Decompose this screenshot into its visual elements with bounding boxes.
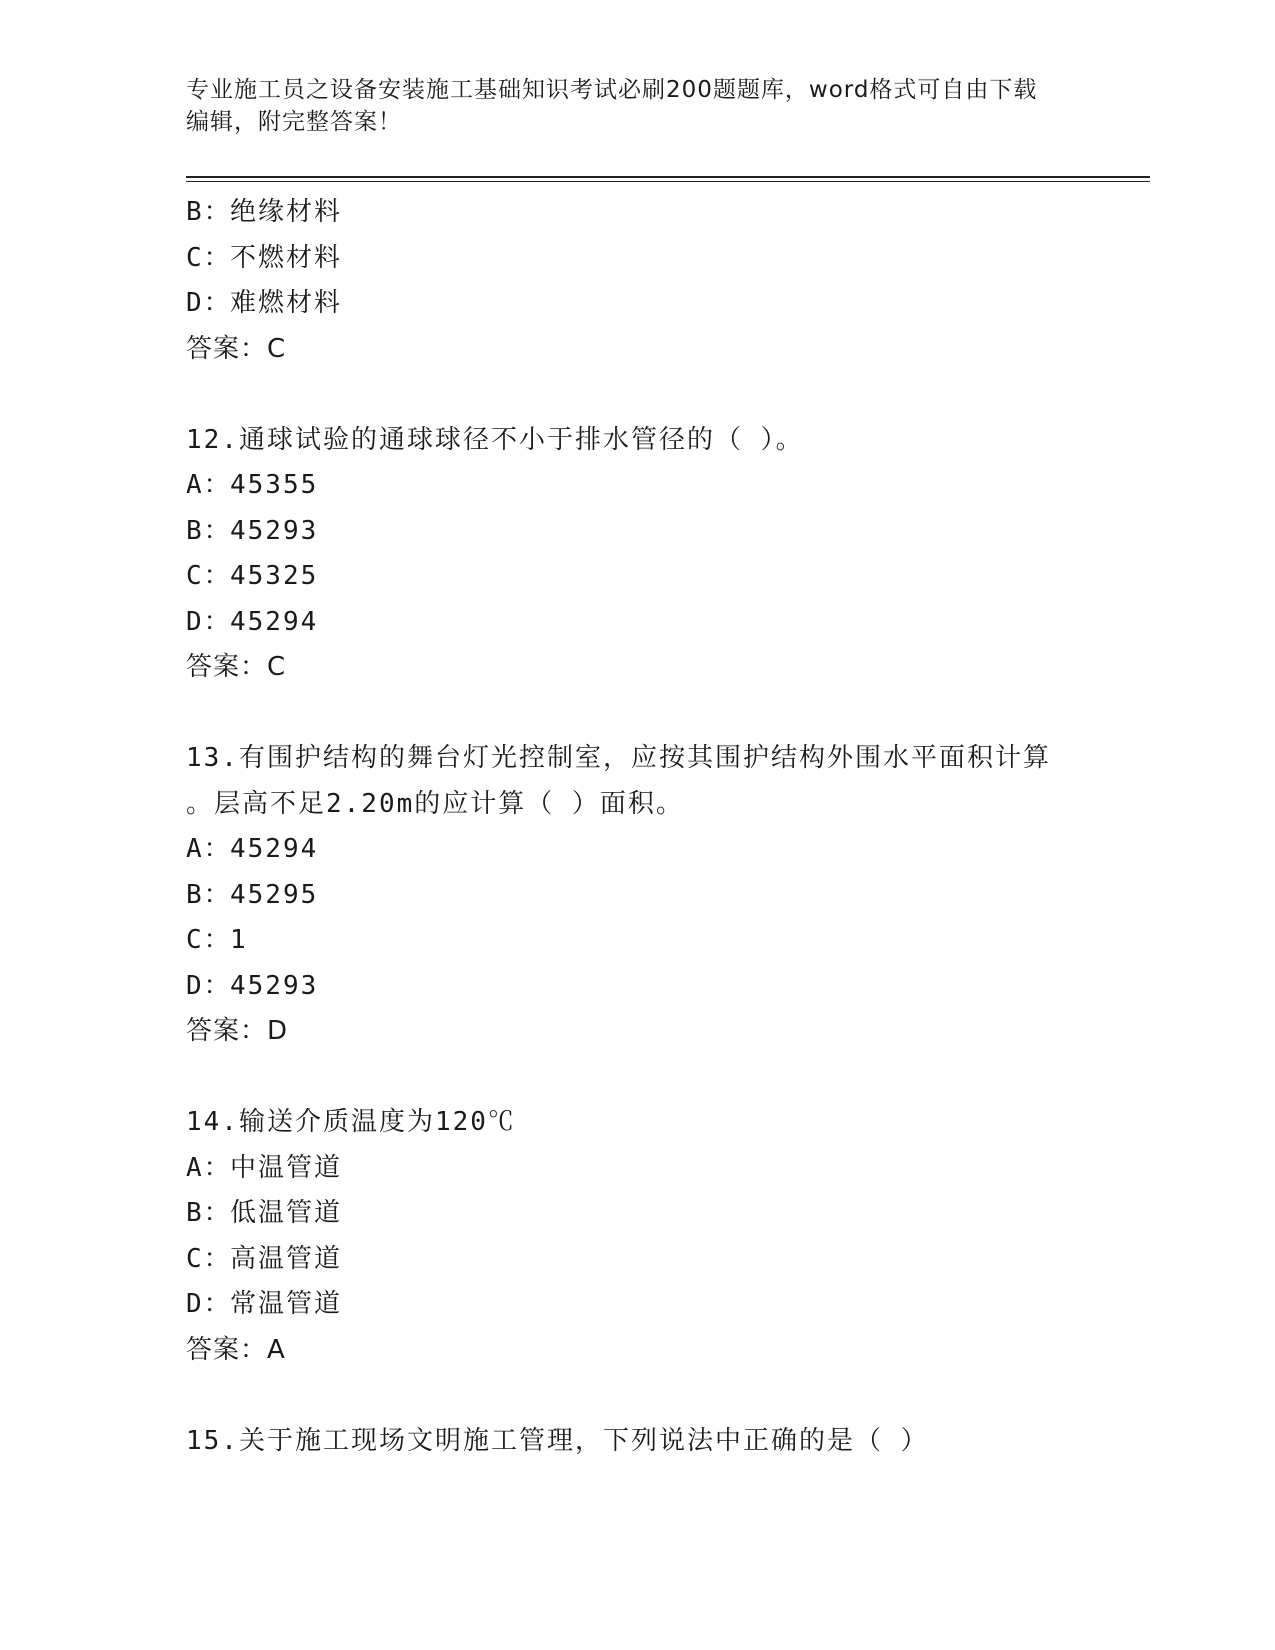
- question-content: [186, 190, 1086, 1464]
- option-c: [186, 1237, 1086, 1283]
- option-d: [186, 1282, 1086, 1328]
- option-text: 1: [230, 925, 248, 955]
- option-text: 绝缘材料: [230, 197, 343, 227]
- option-key: D：: [186, 970, 232, 1001]
- question-13: [186, 736, 1086, 1055]
- question-stem: [186, 1419, 1086, 1465]
- option-key: B：: [186, 879, 232, 910]
- spacer: [186, 1055, 1086, 1101]
- option-c: [186, 554, 1086, 600]
- option-key: D：: [186, 288, 232, 318]
- header-rule-thin: [186, 181, 1150, 182]
- question-stem-continued: 。层高不足2.20m的应计算（ ）面积。: [186, 788, 684, 819]
- question-number: 12.: [186, 424, 239, 455]
- answer-line: 答案：C: [186, 652, 287, 682]
- option-b: [186, 190, 1086, 236]
- option-key: C：: [186, 1243, 232, 1274]
- option-a: [186, 827, 1086, 873]
- header-line-2: 编辑，附完整答案！: [186, 109, 402, 135]
- option-text: 45293: [230, 970, 319, 1001]
- option-text: 45295: [230, 879, 319, 910]
- option-text: 45293: [230, 515, 319, 546]
- option-b: [186, 509, 1086, 555]
- option-c: [186, 236, 1086, 282]
- option-a: [186, 1146, 1086, 1192]
- document-header: [186, 74, 1066, 138]
- stem-text: 有围护结构的舞台灯光控制室，应按其围护结构外围水平面积计算: [238, 743, 1051, 773]
- option-a: [186, 463, 1086, 509]
- question-number: 15.: [186, 1425, 239, 1456]
- spacer: [186, 1373, 1086, 1419]
- option-key: B：: [186, 197, 232, 227]
- option-key: D：: [186, 606, 232, 637]
- question-number: 14.: [186, 1107, 239, 1137]
- question-12: [186, 418, 1086, 691]
- option-b: [186, 873, 1086, 919]
- question-stem: [186, 736, 1086, 782]
- option-b: [186, 1191, 1086, 1237]
- spacer: [186, 691, 1086, 737]
- option-key: B：: [186, 515, 232, 546]
- option-key: C：: [186, 925, 232, 955]
- option-text: 45294: [230, 834, 319, 864]
- question-number: 13.: [186, 743, 239, 773]
- answer-line: 答案：C: [186, 333, 287, 364]
- option-text: 45325: [230, 561, 319, 591]
- question-14: [186, 1100, 1086, 1373]
- option-key: A：: [186, 834, 232, 864]
- answer-line: 答案：D: [186, 1016, 289, 1046]
- stem-text: 输送介质温度为120℃: [238, 1107, 516, 1137]
- option-text: 常温管道: [230, 1289, 343, 1319]
- question-stem: [186, 1100, 1086, 1146]
- question-stem: [186, 418, 1086, 464]
- stem-text: 关于施工现场文明施工管理，下列说法中正确的是（ ）: [238, 1425, 929, 1456]
- answer-line: 答案：A: [186, 1334, 286, 1365]
- option-text: 高温管道: [230, 1243, 343, 1274]
- option-d: [186, 600, 1086, 646]
- option-text: 不燃材料: [230, 242, 343, 273]
- option-key: C：: [186, 242, 232, 273]
- option-key: C：: [186, 561, 232, 591]
- header-rule-thick: [186, 176, 1150, 178]
- spacer: [186, 372, 1086, 418]
- prev-question: [186, 190, 1086, 372]
- option-text: 难燃材料: [230, 288, 343, 318]
- question-15: [186, 1419, 1086, 1465]
- option-d: [186, 964, 1086, 1010]
- option-text: 中温管道: [230, 1152, 343, 1183]
- option-key: A：: [186, 1152, 232, 1183]
- header-line-1: 专业施工员之设备安装施工基础知识考试必刷200题题库，word格式可自由下载: [186, 77, 1038, 103]
- option-key: B：: [186, 1198, 232, 1228]
- option-key: D：: [186, 1289, 232, 1319]
- stem-text: 通球试验的通球球径不小于排水管径的（ ）。: [238, 424, 804, 455]
- option-text: 45294: [230, 606, 319, 637]
- option-text: 低温管道: [230, 1198, 343, 1228]
- option-d: [186, 281, 1086, 327]
- option-c: [186, 918, 1086, 964]
- option-text: 45355: [230, 470, 319, 500]
- option-key: A：: [186, 470, 232, 500]
